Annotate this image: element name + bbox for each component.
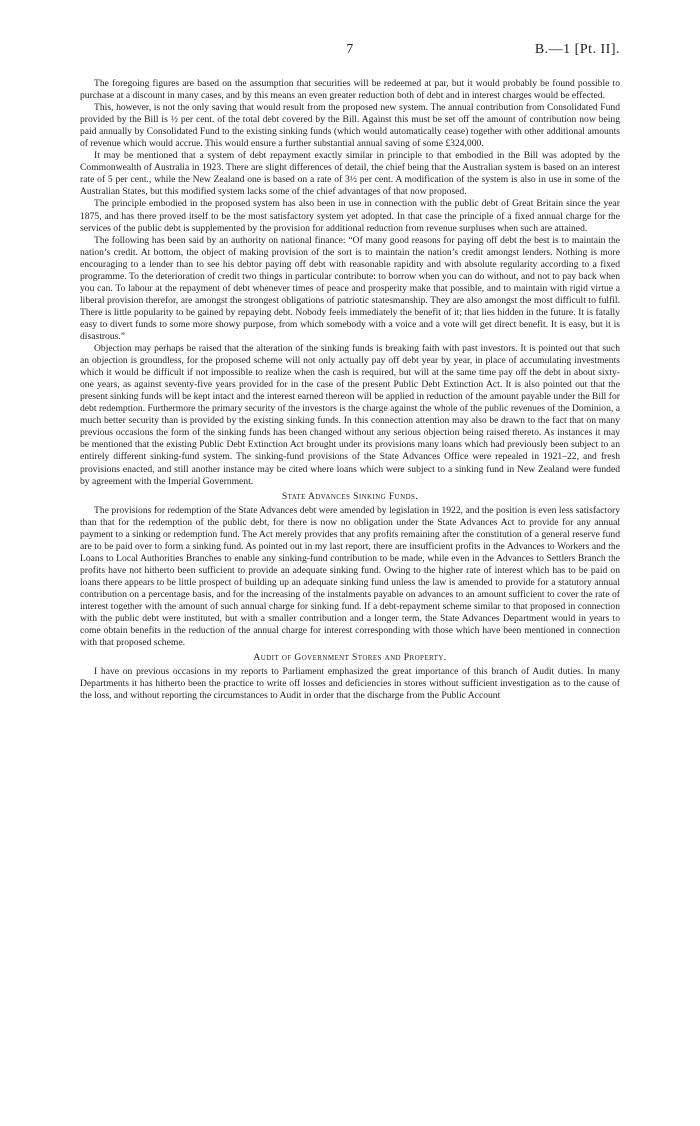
paragraph: I have on previous occasions in my reports to Parliament emphasized the great importance of this branch of Audit duties. In many Departments it has hitherto been the practice to write off losses and deficiencies in stores without sufficient investigation as to the cause of the loss, and without reporting the circumstances to Audit in order that the discharge from the Public Account [80, 666, 620, 702]
paragraph: The foregoing figures are based on the assumption that securities will be redeemed at par, but it would probably be found possible to purchase at a discount in many cases, and by this means an even greater reduction both of debt and in interest charges would be effected. [80, 78, 620, 102]
document-reference: B.—1 [Pt. II]. [534, 42, 620, 57]
section-state-advances [80, 505, 620, 650]
page-number: 7 [346, 42, 354, 57]
paragraph: It may be mentioned that a system of debt repayment exactly similar in principle to that embodied in the Bill was adopted by the Commonwealth of Australia in 1923. There are slight differences of detail, the chief being that the Australian system is based on an interest rate of 5 per cent., while the New Zealand one is based on a rate of 3½ per cent. A modification of the system is also in use in some of the Australian States, but this modified system lacks some of the chief advantages of that now proposed. [80, 150, 620, 198]
page-header [80, 40, 620, 78]
section-audit-stores [80, 666, 620, 702]
paragraph: The following has been said by an authority on national finance: “Of many good reasons for paying off debt the best is to maintain the nation’s credit. At bottom, the object of making provision of the sort is to maintain the nation’s credit amongst lenders. Nothing is more encouraging to a lender than to see his debtor paying off debt with reasonable rapidity and with absolute regularity according to a fixed programme. To the deterioration of credit two things in particular contribute: to borrow when you can do without, and not to pay back when you can. To labour at the repayment of debt whenever times of peace and prosperity make that possible, and to maintain with rigid virtue a liberal provision therefor, are amongst the strongest obligations of patriotic statesmanship. They are also amongst the most difficult to fulfil. There is little popularity to be gained by repaying debt. Nobody feels immediately the benefit of it; that lies hidden in the future. It is fatally easy to divert funds to some more showy purpose, from which somebody with a voice and a vote will get direct benefit. It is easy, but it is disastrous.” [80, 234, 620, 342]
section-heading-audit-stores: Audit of Government Stores and Property. [253, 652, 447, 664]
paragraph: Objection may perhaps be raised that the alteration of the sinking funds is breaking faith with past investors. It is pointed out that such an objection is groundless, for the proposed scheme will not only actually pay off debt year by year, in place of accumulating investments which it would be difficult if not impossible to realize when the cash is required, but will at the same time pay off the debt in about sixty-one years, as against seventy-five years provided for in the case of the present Public Debt Extinction Act. It is also pointed out that the present sinking funds will be kept intact and the interest earned thereon will be applied in reduction of the amount payable under the Bill for debt redemption. Furthermore the primary security of the investors is the charge against the whole of the public revenues of the Dominion, a much better security than is provided by the existing sinking funds. In this connection attention may also be drawn to the fact that on many previous occasions the form of the sinking funds has been changed without any serious objection being raised thereto. As instances it may be mentioned that the existing Public Debt Extinction Act brought under its provisions many loans which had previously been subject to an entirely different sinking-fund system. The sinking-fund provisions of the State Advances Office were repealed in 1921–22, and fresh provisions enacted, and still another instance may be cited where loans which were subject to a sinking fund in New Zealand were funded by agreement with the Imperial Government. [80, 343, 620, 487]
section-heading-state-advances: State Advances Sinking Funds. [281, 490, 419, 502]
section-debt-repayment [80, 78, 620, 488]
paragraph: This, however, is not the only saving that would result from the proposed new system. The annual contribution from Consolidated Fund provided by the Bill is ½ per cent. of the total debt covered by the Bill. Against this must be set off the amount of contribution now being paid annually by Consolidated Fund to the existing sinking funds (which would automatically cease) together with other additional amounts of revenue which would accrue. This would ensure a further substantial annual saving of some £324,000. [80, 102, 620, 150]
paragraph: The provisions for redemption of the State Advances debt were amended by legislation in 1922, and the position is even less satisfactory than that for the redemption of the public debt, for there is now no obligation under the State Advances Act to provide for any annual payment to a sinking or redemption fund. The Act merely provides that any profits remaining after the constitution of a general reserve fund are to be paid over to form a sinking fund. As pointed out in my last report, there are insufficient profits in the Advances to Workers and the Loans to Local Authorities Branches to enable any sinking-fund contribution to be made, while even in the Advances to Settlers Branch the profits have not hitherto been sufficient to provide an adequate sinking fund. Owing to the higher rate of interest which has to be paid on loans there appears to be little prospect of building up an adequate sinking fund unless the law is amended to provide for a statutory annual contribution on a percentage basis, and for the increasing of the instalments payable on advances to an amount sufficient to cover the rate of interest together with the amount of such annual charge for sinking fund. If a debt-repayment scheme similar to that proposed in connection with the public debt were instituted, but with a smaller contribution and a longer term, the State Advances Department would in years to come obtain benefits in the reduction of the annual charge for interest corresponding with those which have been mentioned in connection with that proposed scheme. [80, 504, 620, 649]
paragraph: The principle embodied in the proposed system has also been in use in connection with the public debt of Great Britain since the year 1875, and has there proved itself to be the most satisfactory system yet adopted. In that case the principle of a fixed annual charge for the services of the public debt is supplemented by the provision for additional reduction from revenue surpluses when such are attained. [80, 198, 620, 234]
